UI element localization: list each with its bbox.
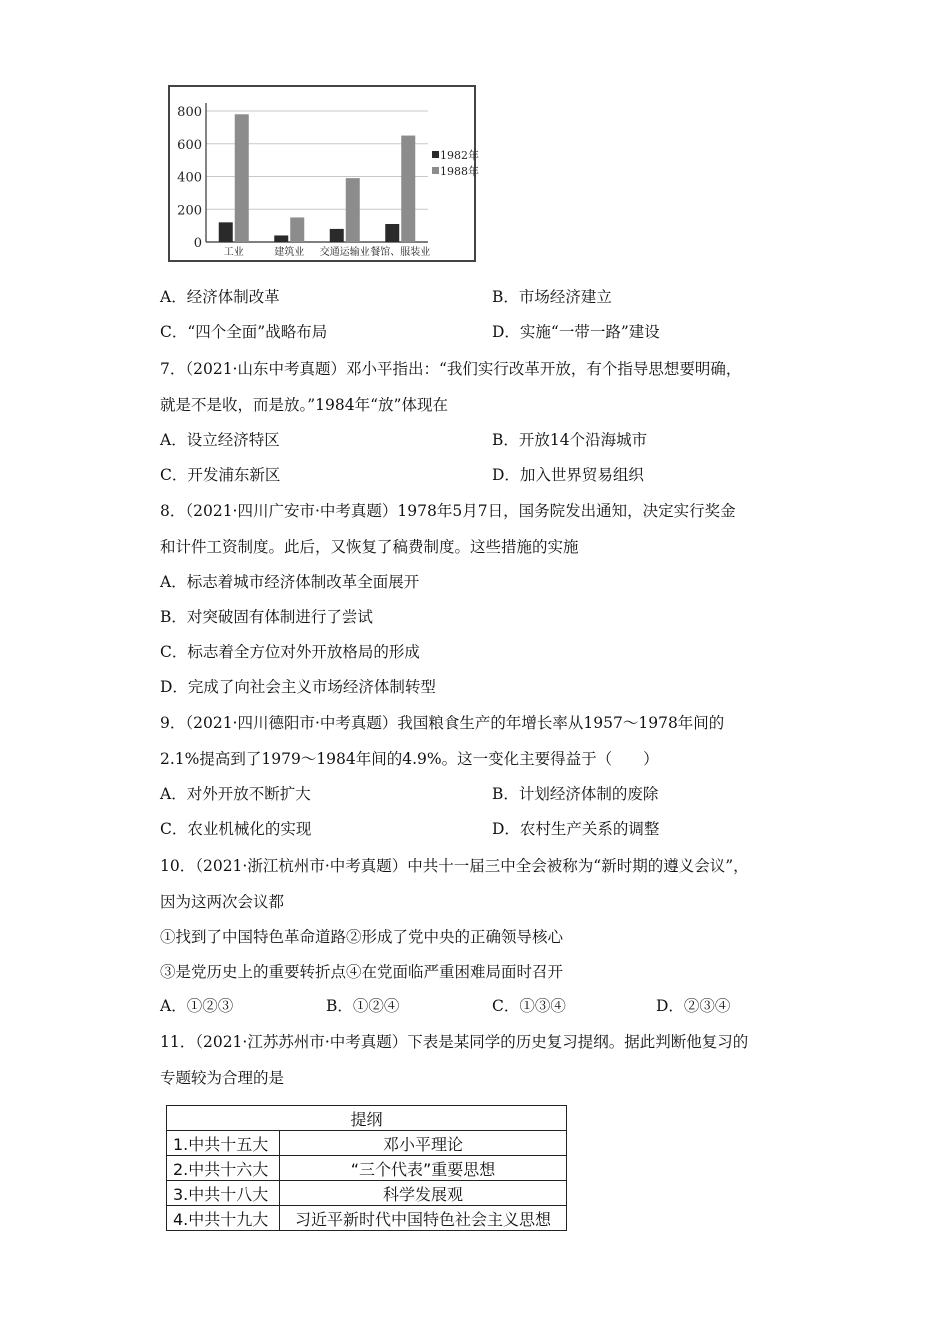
q9-stem-line2: 2.1%提高到了1979～1984年间的4.9%。这一变化主要得益于（ ）	[160, 750, 659, 768]
q11-stem-line2: 专题较为合理的是	[160, 1069, 285, 1087]
q10-option-c[interactable]: C．①③④	[492, 997, 566, 1015]
q10-statement-3-4: ③是党历史上的重要转折点④在党面临严重困难局面时召开	[160, 963, 564, 981]
q10-stem-line1: 10．（2021·浙江杭州市·中考真题）中共十一届三中全会被称为“新时期的遵义会议”，	[160, 857, 749, 875]
table-cell-congress: 4.中共十九大	[167, 1206, 280, 1231]
table-row	[167, 1206, 567, 1231]
q11-stem-line1: 11．（2021·江苏苏州市·中考真题）下表是某同学的历史复习提纲。据此判断他复习的	[160, 1033, 749, 1051]
x-tick-label: 餐馆、服装业	[370, 247, 431, 258]
q10-statement-1-2: ①找到了中国特色革命道路②形成了党中央的正确领导核心	[160, 928, 564, 946]
q6-options-row2	[160, 322, 660, 342]
bar-chart	[168, 85, 479, 262]
q6-option-d[interactable]: D．实施“一带一路”建设	[492, 323, 660, 341]
table-row	[167, 1181, 567, 1206]
q9-options-row1	[160, 784, 659, 804]
q8-stem-line1: 8．（2021·四川广安市·中考真题）1978年5月7日，国务院发出通知，决定实行奖金	[160, 502, 736, 520]
q6-option-b[interactable]: B．市场经济建立	[492, 288, 612, 306]
table-cell-congress: 3.中共十八大	[167, 1181, 280, 1206]
table-header-row	[167, 1106, 567, 1131]
q10-option-b[interactable]: B．①②④	[326, 997, 400, 1015]
table-cell-theory: 习近平新时代中国特色社会主义思想	[280, 1206, 567, 1231]
table-cell-congress: 1.中共十五大	[167, 1131, 280, 1156]
bar-chart-svg	[170, 87, 479, 260]
legend-label: 1982年	[440, 149, 479, 162]
y-tick-label: 0	[193, 236, 202, 251]
q9-option-b[interactable]: B．计划经济体制的废除	[492, 785, 659, 803]
q10-stem-line2: 因为这两次会议都	[160, 893, 285, 911]
q8-option-a[interactable]: A．标志着城市经济体制改革全面展开	[160, 573, 420, 591]
q8-option-d[interactable]: D．完成了向社会主义市场经济体制转型	[160, 678, 436, 696]
legend-label: 1988年	[440, 165, 479, 178]
q8-option-c[interactable]: C．标志着全方位对外开放格局的形成	[160, 643, 420, 661]
q10-option-a[interactable]: A．①②③	[160, 997, 234, 1015]
y-tick-label: 400	[177, 170, 202, 186]
q8-stem-line2: 和计件工资制度。此后，又恢复了稿费制度。这些措施的实施	[160, 538, 579, 556]
y-tick-label: 600	[177, 137, 202, 153]
q7-stem-line2: 就是不是收，而是放。”1984年“放”体现在	[160, 396, 448, 414]
bar-series2	[290, 217, 304, 242]
bar-series2	[401, 136, 415, 242]
x-tick-label: 交通运输业	[319, 247, 370, 258]
q9-option-a[interactable]: A．对外开放不断扩大	[160, 785, 311, 803]
q9-stem-line1: 9．（2021·四川德阳市·中考真题）我国粮食生产的年增长率从1957～1978年间的	[160, 714, 725, 732]
review-outline-table	[166, 1105, 567, 1231]
x-tick-label: 建筑业	[274, 247, 305, 258]
table-row	[167, 1156, 567, 1181]
y-tick-label: 800	[177, 105, 202, 120]
bar-series1	[385, 224, 399, 242]
x-tick-label: 工业	[223, 247, 244, 258]
q9-option-c[interactable]: C．农业机械化的实现	[160, 820, 312, 838]
bar-series1	[330, 229, 344, 242]
table-cell-theory: 科学发展观	[280, 1181, 567, 1206]
bar-series1	[219, 222, 233, 242]
bar-series2	[346, 178, 360, 242]
q10-option-d[interactable]: D．②③④	[656, 997, 731, 1015]
q7-option-b[interactable]: B．开放14个沿海城市	[492, 431, 648, 449]
table-cell-theory: 邓小平理论	[280, 1131, 567, 1156]
q7-options-row2	[160, 465, 644, 485]
q6-option-a[interactable]: A．经济体制改革	[160, 288, 280, 306]
table-title: 提纲	[167, 1106, 567, 1131]
q7-stem-line1: 7．（2021·山东中考真题）邓小平指出：“我们实行改革开放，有个指导思想要明确，	[160, 360, 742, 378]
q7-option-d[interactable]: D．加入世界贸易组织	[492, 466, 644, 484]
y-tick-label: 200	[177, 203, 202, 219]
q8-option-b[interactable]: B．对突破固有体制进行了尝试	[160, 608, 373, 626]
q9-options-row2	[160, 819, 660, 839]
legend-swatch	[432, 151, 439, 158]
q10-options-row	[160, 996, 731, 1016]
table-cell-congress: 2.中共十六大	[167, 1156, 280, 1181]
q7-option-a[interactable]: A．设立经济特区	[160, 431, 280, 449]
table-row	[167, 1131, 567, 1156]
bar-series2	[235, 114, 249, 242]
legend-swatch	[432, 167, 439, 174]
q7-option-c[interactable]: C．开发浦东新区	[160, 466, 281, 484]
table-cell-theory: “三个代表”重要思想	[280, 1156, 567, 1181]
q9-option-d[interactable]: D．农村生产关系的调整	[492, 820, 660, 838]
bar-series1	[274, 235, 288, 242]
q6-option-c[interactable]: C．“四个全面”战略布局	[160, 323, 328, 341]
q7-options-row1	[160, 430, 648, 450]
q6-options-row1	[160, 287, 612, 307]
